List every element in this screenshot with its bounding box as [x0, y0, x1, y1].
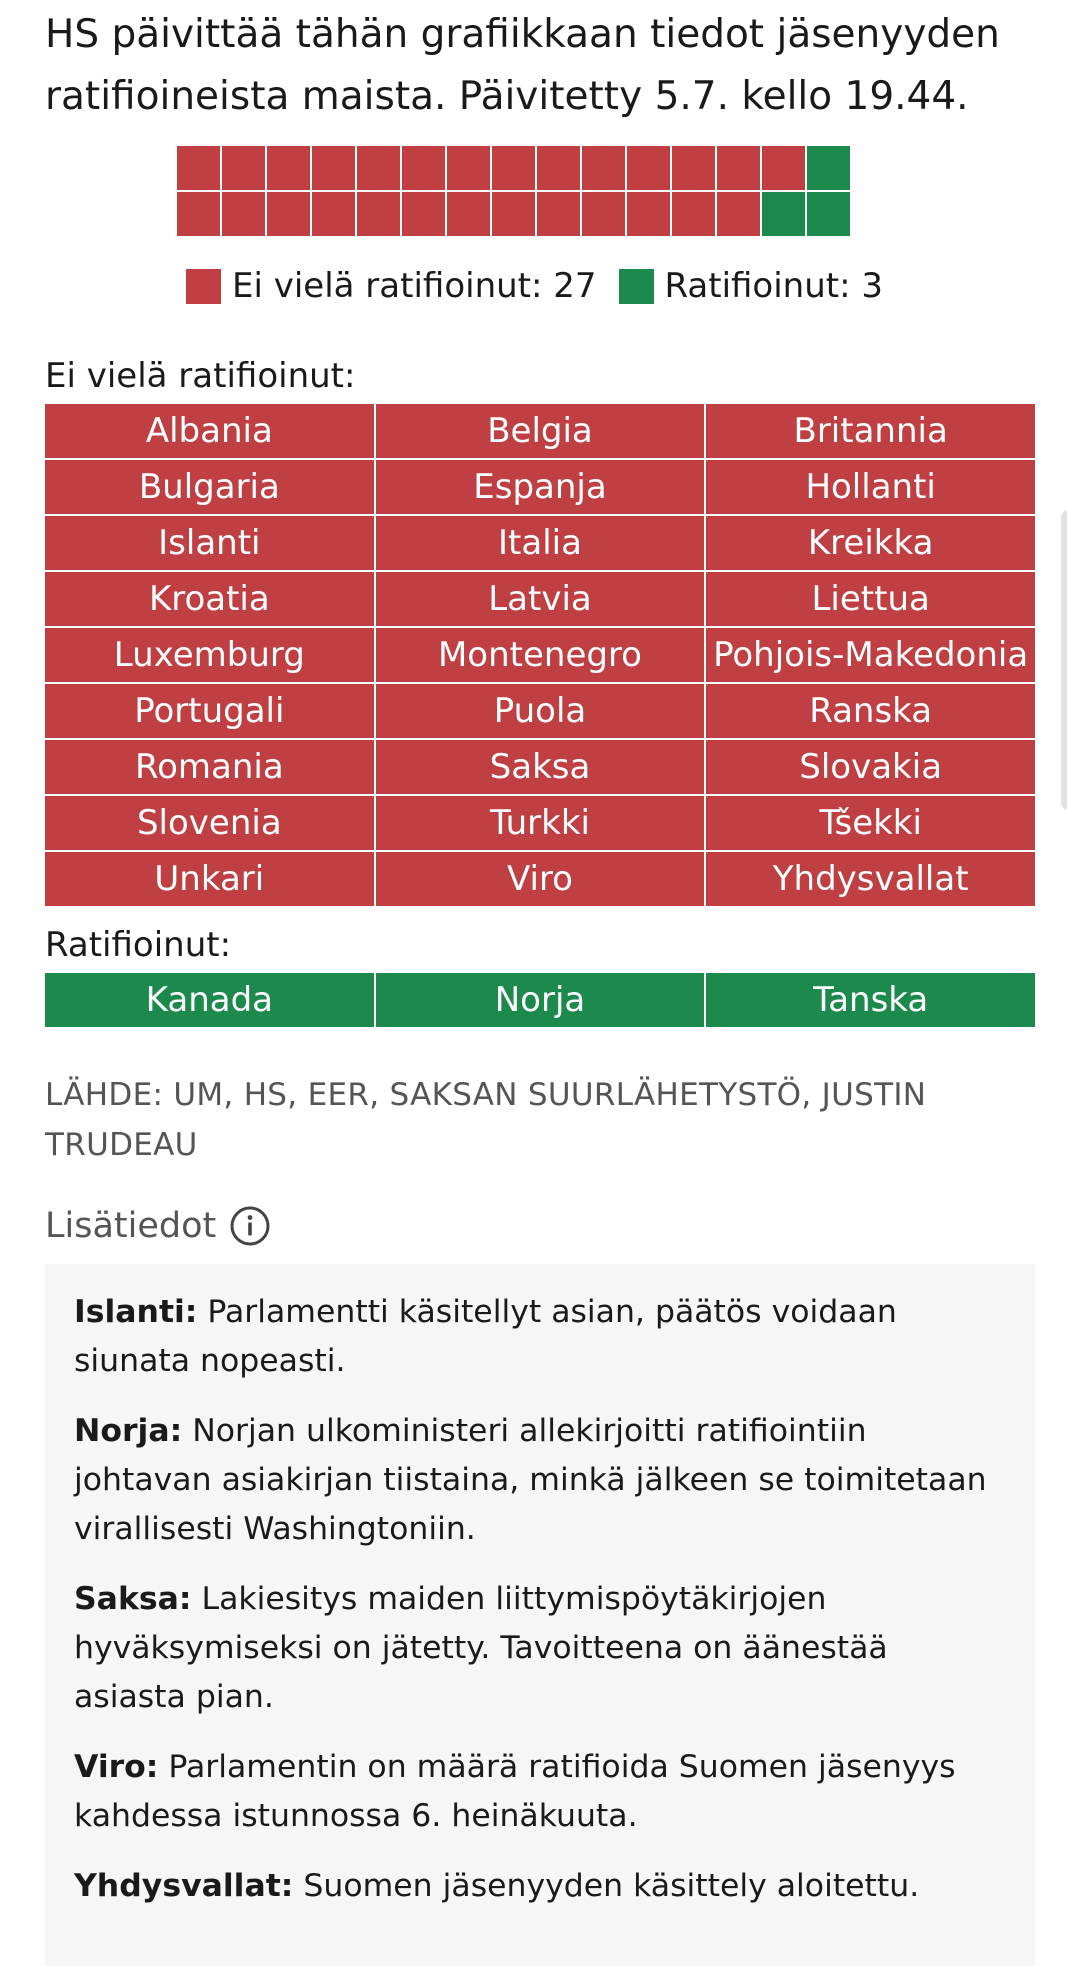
country-cell: Espanja [376, 460, 705, 514]
country-cell: Portugali [45, 684, 374, 738]
note-text: Lakiesitys maiden liittymispöytäkirjojen hyväksymiseksi on jätetty. Tavoitteena on äänestää asiasta pian. [74, 1581, 888, 1715]
waffle-cell-not-ratified [447, 146, 490, 190]
not-ratified-heading: Ei vielä ratifioinut: [45, 356, 356, 396]
country-cell: Kreikka [706, 516, 1035, 570]
waffle-cell-not-ratified [492, 146, 535, 190]
legend-label-ratified: Ratifioinut: 3 [664, 266, 884, 306]
ratified-heading: Ratifioinut: [45, 925, 232, 965]
info-icon[interactable] [230, 1206, 270, 1246]
country-cell: Hollanti [706, 460, 1035, 514]
country-cell: Latvia [376, 572, 705, 626]
country-cell: Belgia [376, 404, 705, 458]
country-cell: Tanska [706, 973, 1035, 1027]
info-toggle[interactable] [45, 1196, 270, 1256]
waffle-cell-not-ratified [357, 192, 400, 236]
note-country: Yhdysvallat: [74, 1868, 294, 1904]
country-cell: Ranska [706, 684, 1035, 738]
country-cell: Slovenia [45, 796, 374, 850]
country-cell: Pohjois-Makedonia [706, 628, 1035, 682]
country-cell: Kanada [45, 973, 374, 1027]
waffle-cell-not-ratified [267, 192, 310, 236]
note-country: Norja: [74, 1413, 183, 1449]
legend-swatch-not-ratified [186, 269, 221, 304]
waffle-cell-not-ratified [582, 192, 625, 236]
chart-legend [186, 258, 905, 314]
country-cell: Unkari [45, 852, 374, 906]
waffle-cell-not-ratified [402, 146, 445, 190]
waffle-cell-not-ratified [312, 192, 355, 236]
country-cell: Turkki [376, 796, 705, 850]
waffle-cell-not-ratified [717, 192, 760, 236]
legend-swatch-ratified [619, 269, 654, 304]
waffle-cell-not-ratified [312, 146, 355, 190]
waffle-cell-not-ratified [447, 192, 490, 236]
info-title: Lisätiedot [45, 1206, 217, 1246]
country-cell: Islanti [45, 516, 374, 570]
waffle-cell-ratified [762, 192, 805, 236]
country-cell: Italia [376, 516, 705, 570]
waffle-cell-not-ratified [672, 192, 715, 236]
source-note: LÄHDE: UM, HS, EER, SAKSAN SUURLÄHETYSTÖ, JUSTIN TRUDEAU [45, 1077, 927, 1163]
note-country: Islanti: [74, 1294, 198, 1330]
waffle-cell-not-ratified [492, 192, 535, 236]
waffle-cell-not-ratified [762, 146, 805, 190]
waffle-cell-not-ratified [357, 146, 400, 190]
country-cell: Saksa [376, 740, 705, 794]
info-panel [45, 1264, 1035, 1966]
waffle-cell-not-ratified [627, 192, 670, 236]
note-text: Norjan ulkoministeri allekirjoitti ratifiointiin johtavan asiakirjan tiistaina, minkä jälkeen se toimitetaan virallisesti Washingtoniin. [74, 1413, 987, 1547]
waffle-cell-not-ratified [717, 146, 760, 190]
info-note [74, 1288, 1007, 1386]
note-country: Saksa: [74, 1581, 192, 1617]
waffle-cell-not-ratified [537, 146, 580, 190]
country-cell: Liettua [706, 572, 1035, 626]
waffle-cell-ratified [807, 192, 850, 236]
waffle-chart [177, 146, 901, 238]
country-cell: Albania [45, 404, 374, 458]
waffle-cell-not-ratified [627, 146, 670, 190]
info-note [74, 1743, 1007, 1841]
waffle-cell-not-ratified [582, 146, 625, 190]
not-ratified-table [45, 404, 1035, 906]
info-note [74, 1862, 1007, 1911]
country-cell: Bulgaria [45, 460, 374, 514]
country-cell: Slovakia [706, 740, 1035, 794]
note-text: Parlamentti käsitellyt asian, päätös voidaan siunata nopeasti. [74, 1294, 897, 1379]
note-text: Parlamentin on määrä ratifioida Suomen jäsenyys kahdessa istunnossa 6. heinäkuuta. [74, 1749, 956, 1834]
waffle-cell-ratified [807, 146, 850, 190]
waffle-cell-not-ratified [672, 146, 715, 190]
legend-label-not-ratified: Ei vielä ratifioinut: 27 [232, 266, 597, 306]
waffle-cell-not-ratified [222, 146, 265, 190]
country-cell: Romania [45, 740, 374, 794]
waffle-cell-not-ratified [267, 146, 310, 190]
waffle-cell-not-ratified [177, 192, 220, 236]
waffle-cell-not-ratified [402, 192, 445, 236]
note-text: Suomen jäsenyyden käsittely aloitettu. [303, 1868, 920, 1904]
country-cell: Kroatia [45, 572, 374, 626]
info-note [74, 1407, 1007, 1554]
country-cell: Britannia [706, 404, 1035, 458]
intro-text: HS päivittää tähän grafiikkaan tiedot jäsenyyden ratifioineista maista. Päivitetty 5.7. kello 19.44. [45, 12, 1000, 119]
country-cell: Viro [376, 852, 705, 906]
country-cell: Luxemburg [45, 628, 374, 682]
country-cell: Norja [376, 973, 705, 1027]
waffle-cell-not-ratified [537, 192, 580, 236]
country-cell: Montenegro [376, 628, 705, 682]
scrollbar[interactable] [1061, 510, 1067, 810]
country-cell: Puola [376, 684, 705, 738]
country-cell: Yhdysvallat [706, 852, 1035, 906]
country-cell: Tšekki [706, 796, 1035, 850]
waffle-cell-not-ratified [222, 192, 265, 236]
waffle-cell-not-ratified [177, 146, 220, 190]
info-note [74, 1575, 1007, 1722]
ratified-table [45, 973, 1035, 1027]
note-country: Viro: [74, 1749, 159, 1785]
